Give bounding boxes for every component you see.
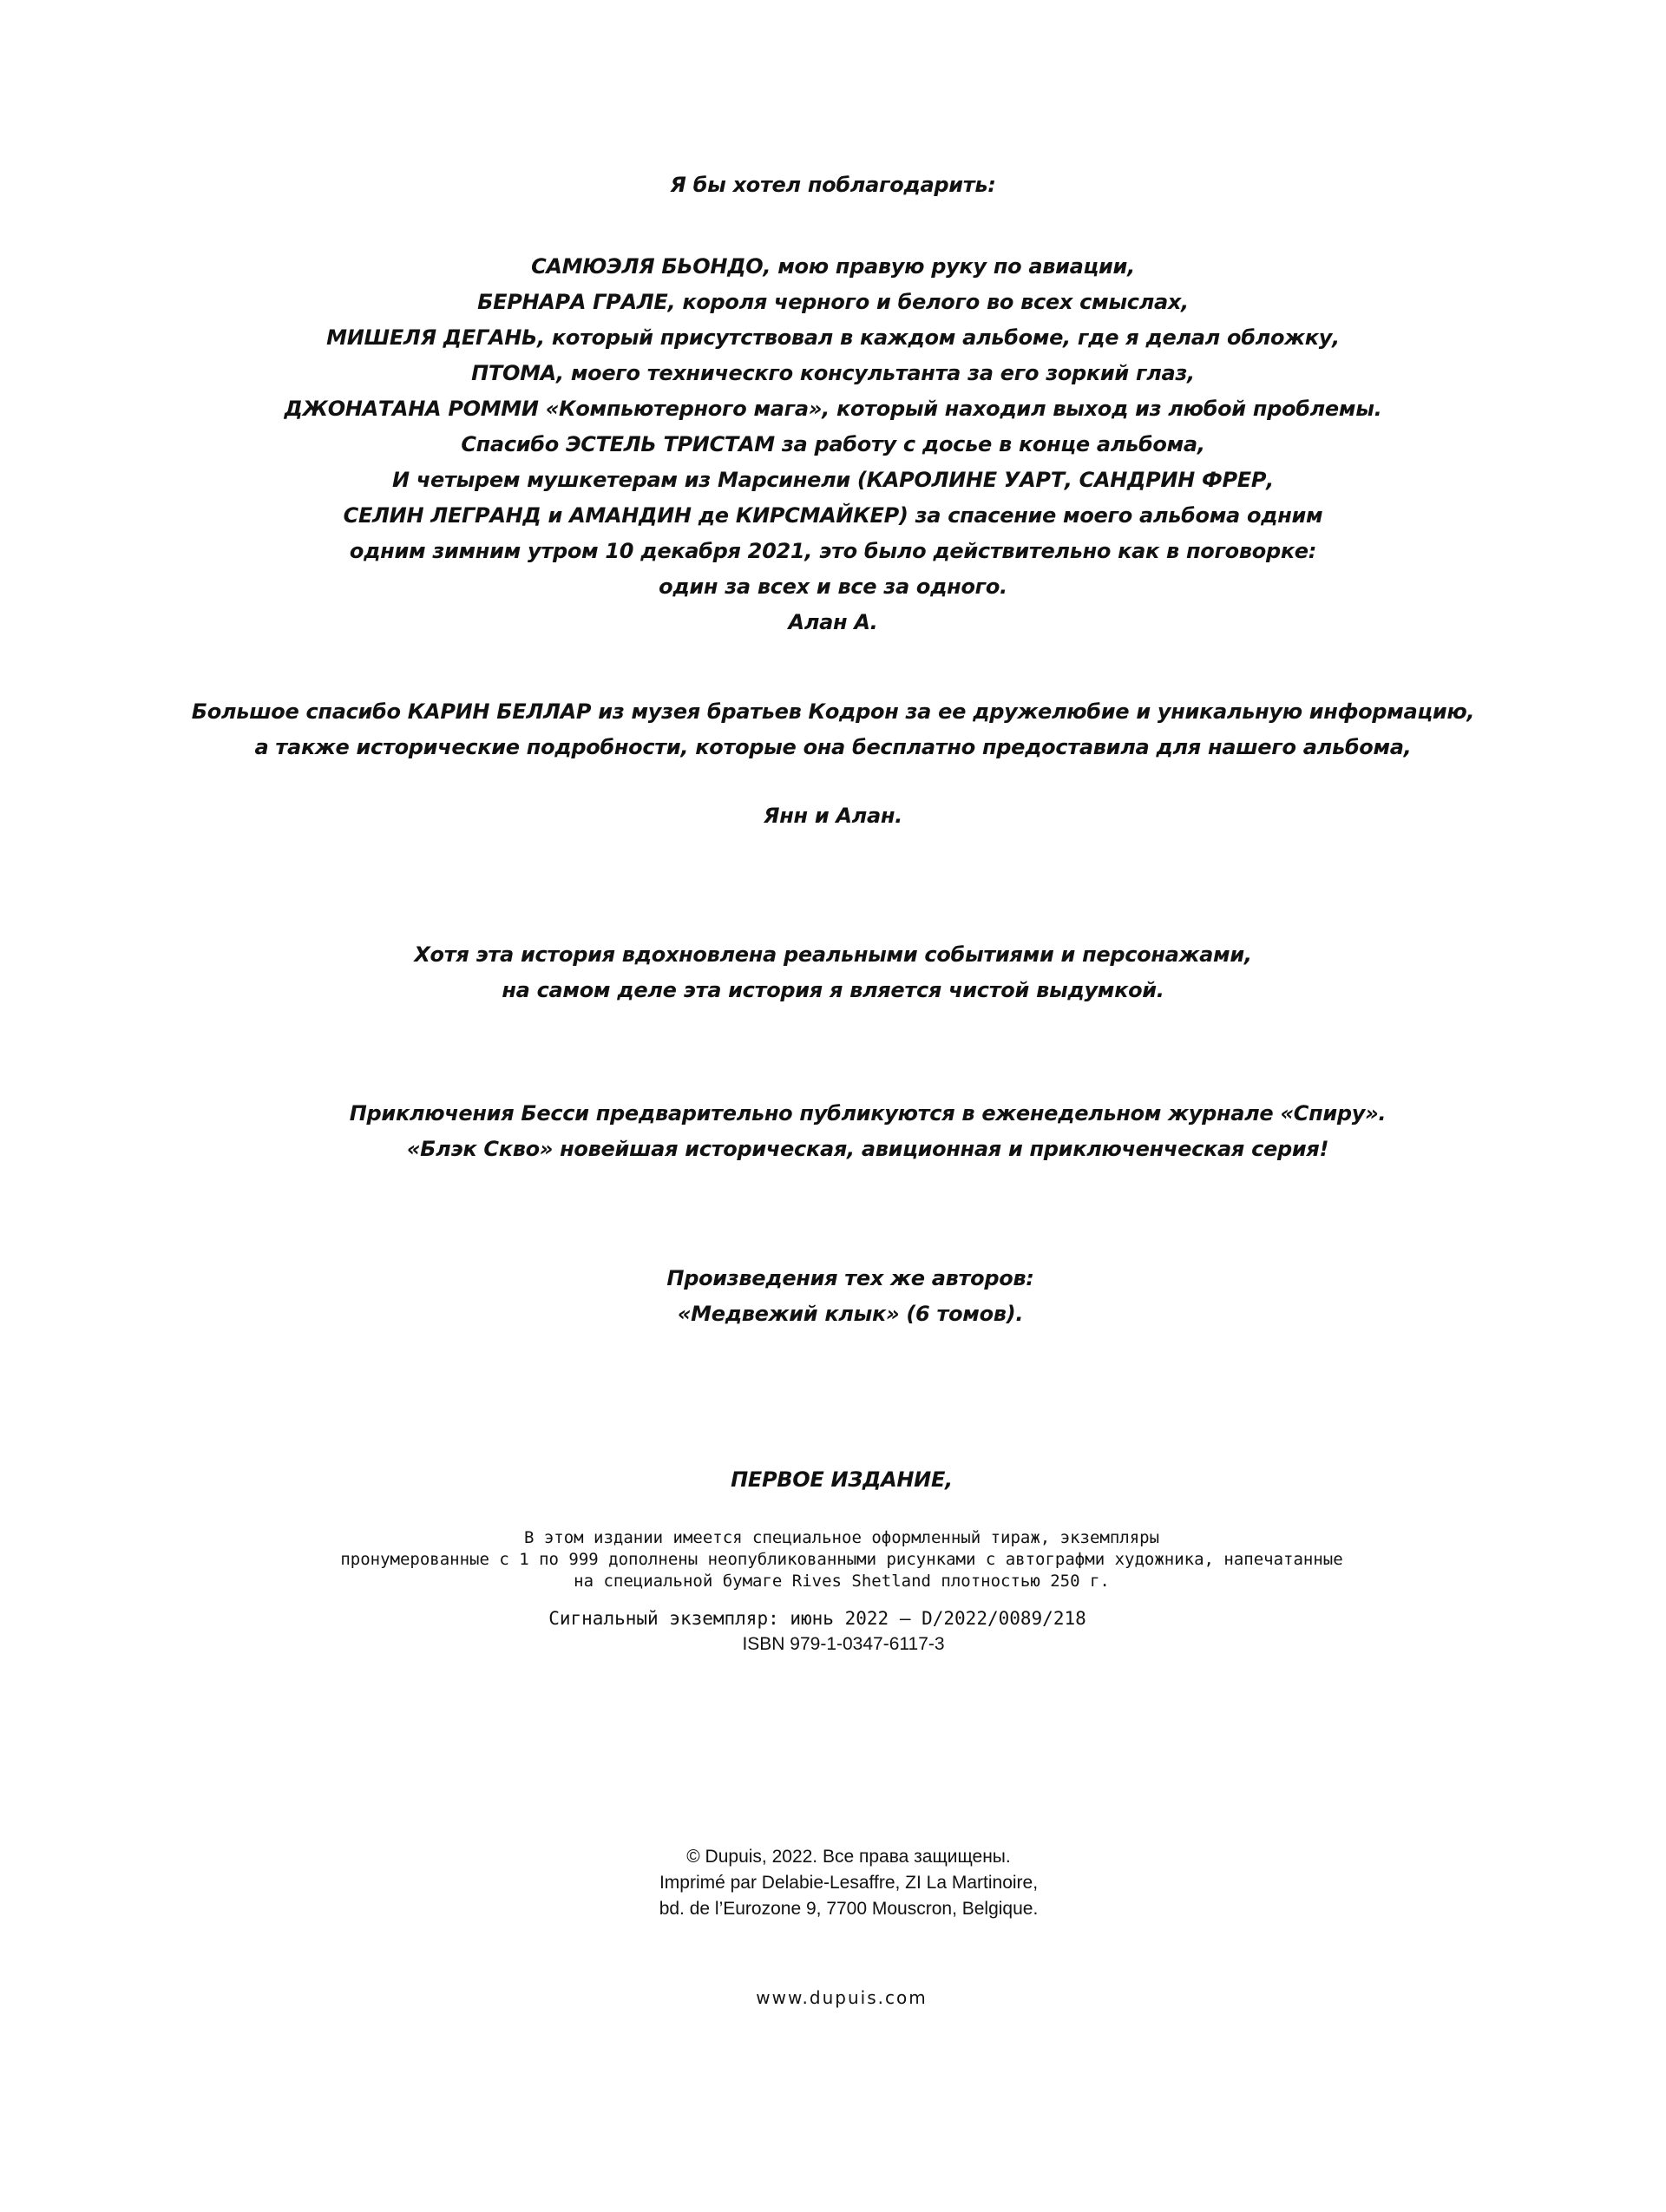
thanks-line: САМЮЭЛЯ БЬОНДО, мою правую руку по авиации,: [531, 254, 1135, 279]
thanks-line: БЕРНАРА ГРАЛЕ, короля черного и белого во всех смыслах,: [477, 290, 1189, 314]
edition-note-line: пронумерованные с 1 по 999 дополнены неопубликованными рисунками с автографми художника, напечатанные: [340, 1550, 1343, 1569]
thanks-line: МИШЕЛЯ ДЕГАНЬ, который присутствовал в каждом альбоме, где я делал обложку,: [326, 325, 1340, 350]
thanks-museum-line: Большое спасибо КАРИН БЕЛЛАР из музея братьев Кодрон за ее дружелюбие и уникальную информацию,: [191, 699, 1475, 724]
other-works-block: [17, 1261, 1666, 1332]
thanks-line: один за всех и все за одного.: [659, 574, 1007, 599]
copyright-block: [16, 1844, 1666, 1922]
other-works-heading: Произведения тех же авторов:: [666, 1266, 1034, 1290]
edition-note-line: В этом издании имеется специальное оформленный тираж, экземпляры: [523, 1528, 1160, 1547]
thanks-intro: Я бы хотел поблагодарить:: [670, 173, 996, 197]
thanks-line: Спасибо ЭСТЕЛЬ ТРИСТАМ за работу с досье в конце альбома,: [461, 432, 1205, 456]
blank-line: [0, 203, 1666, 239]
publication-block: [35, 1096, 1666, 1167]
legal-deposit-block: [0, 1605, 1650, 1657]
printer-line: Imprimé par Delabie-Lesaffre, ZI La Martinoire,: [659, 1873, 1039, 1893]
thanks-line: ДЖОНАТАНА РОММИ «Компьютерного мага», который находил выход из любой проблемы.: [284, 397, 1382, 421]
edition-note-block: [9, 1527, 1666, 1592]
copyright-line: © Dupuis, 2022. Все права защищены.: [686, 1847, 1011, 1867]
thanks-line: ПТОМА, моего техническго консультанта за его зоркий глаз,: [471, 361, 1195, 385]
disclaimer-line: Хотя эта история вдохновлена реальными событиями и персонажами,: [414, 942, 1252, 967]
disclaimer-line: на самом деле эта история я вляется чистой выдумкой.: [502, 978, 1164, 1002]
thanks-museum-signature: Янн и Алан.: [764, 804, 902, 828]
edition-title: ПЕРВОЕ ИЗДАНИЕ,: [731, 1467, 953, 1492]
thanks-signature: Алан А.: [788, 610, 878, 634]
thanks-alain-block: [0, 167, 1666, 640]
signal-copy: Сигнальный экземпляр: июнь 2022 – D/2022/0089/218: [548, 1608, 1086, 1629]
website-url: www.dupuis.com: [756, 1987, 928, 2008]
isbn: ISBN 979-1-0347-6117-3: [742, 1634, 945, 1654]
disclaimer-block: [0, 937, 1666, 1008]
publication-line: «Блэк Скво» новейшая историческая, авиционная и приключенческая серия!: [406, 1137, 1329, 1161]
thanks-line: СЕЛИН ЛЕГРАНД и АМАНДИН де КИРСМАЙКЕР) за спасение моего альбома одним: [343, 503, 1323, 528]
edition-heading-block: [9, 1462, 1666, 1498]
publication-line: Приключения Бесси предварительно публикуются в еженедельном журнале «Спиру».: [349, 1101, 1387, 1126]
thanks-museum-line: а также исторические подробности, которые она бесплатно предоставила для нашего альбома,: [254, 735, 1412, 759]
thanks-line: одним зимним утром 10 декабря 2021, это было действительно как в поговорке:: [349, 539, 1317, 563]
thanks-line: И четырем мушкетерам из Марсинели (КАРОЛИНЕ УАРТ, САНДРИН ФРЕР,: [392, 468, 1274, 492]
thanks-museum-block: [0, 694, 1666, 834]
printer-address: bd. de l’Eurozone 9, 7700 Mouscron, Belgique.: [659, 1899, 1039, 1919]
other-works-title: «Медвежий клык» (6 томов).: [677, 1302, 1024, 1326]
edition-note-line: на специальной бумаге Rives Shetland плотностью 250 г.: [574, 1572, 1110, 1591]
